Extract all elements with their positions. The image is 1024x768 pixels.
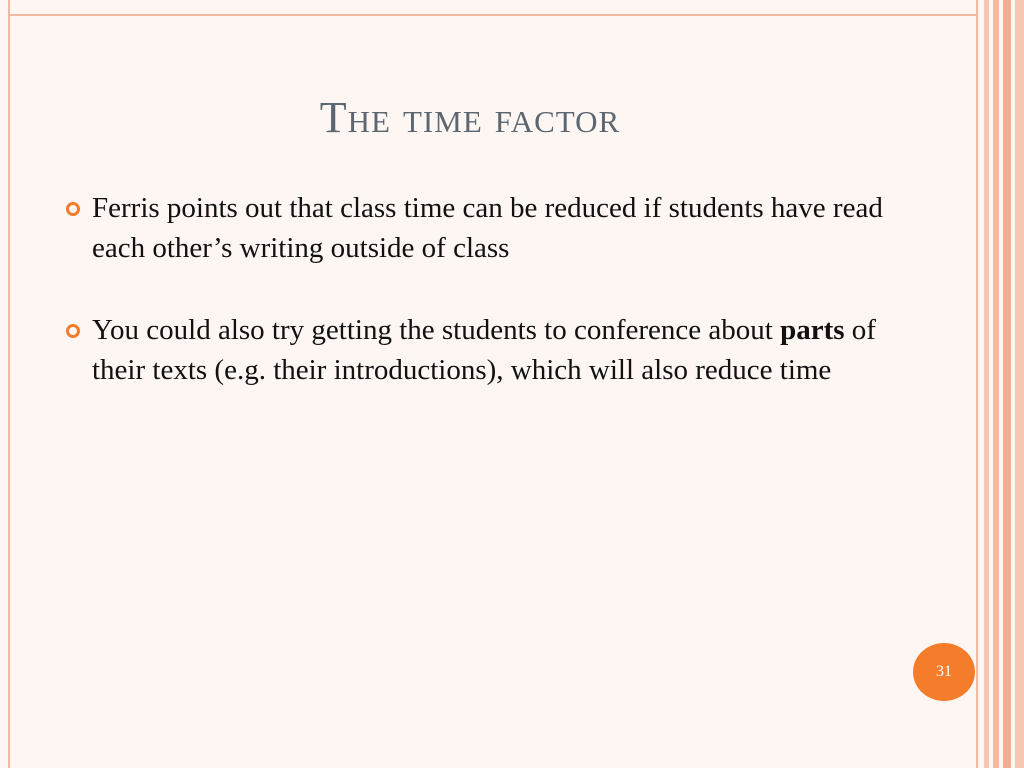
- bullet-item: [64, 310, 894, 390]
- decorative-stripe: [984, 0, 989, 768]
- bullet-text-after: of their texts (e.g. their introductions), which will also reduce time: [92, 314, 876, 386]
- circle-bullet-icon: [66, 324, 80, 338]
- bullet-text-before: You could also try getting the students to conference about: [92, 314, 781, 346]
- bullet-text-bold: parts: [780, 314, 845, 346]
- bullet-list: [64, 188, 894, 432]
- decorative-stripe: [1015, 0, 1024, 768]
- bullet-text: Ferris points out that class time can be reduced if students have read each other’s writing outside of class: [92, 192, 883, 264]
- page-number: 31: [936, 663, 952, 680]
- circle-bullet-icon: [66, 202, 80, 216]
- decorative-stripe: [993, 0, 999, 768]
- page-number-badge: [913, 643, 975, 701]
- decorative-stripe: [1003, 0, 1011, 768]
- slide-title: The time factor: [319, 93, 621, 142]
- frame-line-right: [976, 0, 978, 768]
- frame-line-top: [8, 14, 978, 16]
- bullet-item: [64, 188, 894, 268]
